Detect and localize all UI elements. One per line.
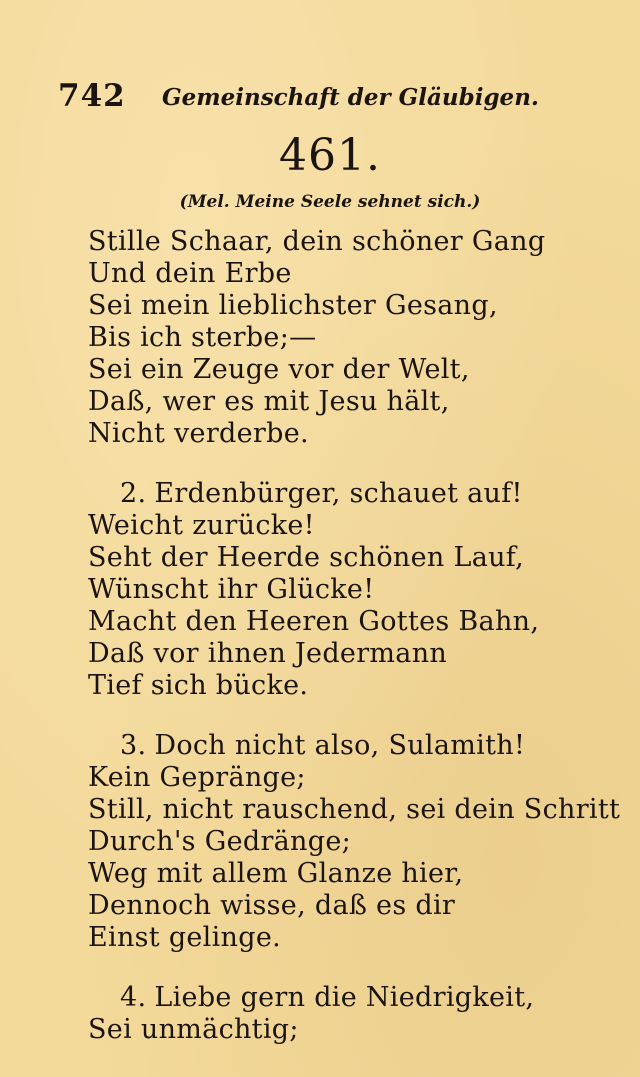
- verse-line: [88, 982, 588, 1014]
- verse-line: Weicht zurücke!: [88, 510, 315, 541]
- verse-line: Wünscht ihr Glücke!: [88, 574, 375, 605]
- verse-line: [88, 478, 588, 510]
- verse-line: Macht den Heeren Gottes Bahn,: [88, 606, 540, 637]
- verse-number: 3.: [120, 730, 147, 761]
- verse-line: Nicht verderbe.: [88, 418, 309, 449]
- verses: [88, 226, 621, 1074]
- verse-line: Still, nicht rauschend, sei dein Schritt: [88, 794, 621, 825]
- verse-line-text: Liebe gern die Niedrigkeit,: [154, 982, 535, 1013]
- verse-line: Und dein Erbe: [88, 258, 292, 289]
- verse-4: [88, 982, 588, 1046]
- verse-line: Tief sich bücke.: [88, 670, 309, 701]
- verse-line: Kein Gepränge;: [88, 762, 306, 793]
- page-number: 742: [58, 78, 126, 114]
- verse-line: Seht der Heerde schönen Lauf,: [88, 542, 524, 573]
- verse-2: [88, 478, 588, 702]
- verse-line: Durch's Gedränge;: [88, 826, 351, 857]
- melody-reference: (Mel. Meine Seele sehnet sich.): [179, 192, 481, 212]
- verse-3: [88, 730, 621, 954]
- verse-number: 4.: [120, 982, 147, 1013]
- verse-line: Daß vor ihnen Jedermann: [88, 638, 448, 669]
- verse-line: Stille Schaar, dein schöner Gang: [88, 226, 546, 257]
- verse-line: Sei ein Zeuge vor der Welt,: [88, 354, 470, 385]
- verse-line: Weg mit allem Glanze hier,: [88, 858, 464, 889]
- verse-line: Daß, wer es mit Jesu hält,: [88, 386, 450, 417]
- verse-line: [88, 730, 588, 762]
- verse-line: Sei mein lieblichster Gesang,: [88, 290, 498, 321]
- verse-line: Dennoch wisse, daß es dir: [88, 890, 456, 921]
- verse-1: [88, 226, 588, 450]
- page-header: [58, 78, 539, 118]
- verse-line: Einst gelinge.: [88, 922, 281, 953]
- running-title: Gemeinschaft der Gläubigen.: [162, 84, 539, 111]
- hymn-number: 461.: [279, 130, 381, 181]
- verse-number: 2.: [120, 478, 147, 509]
- verse-line: Sei unmächtig;: [88, 1014, 299, 1045]
- verse-line-text: Doch nicht also, Sulamith!: [154, 730, 526, 761]
- verse-line-text: Erdenbürger, schauet auf!: [154, 478, 523, 509]
- verse-line: Bis ich sterbe;—: [88, 322, 317, 353]
